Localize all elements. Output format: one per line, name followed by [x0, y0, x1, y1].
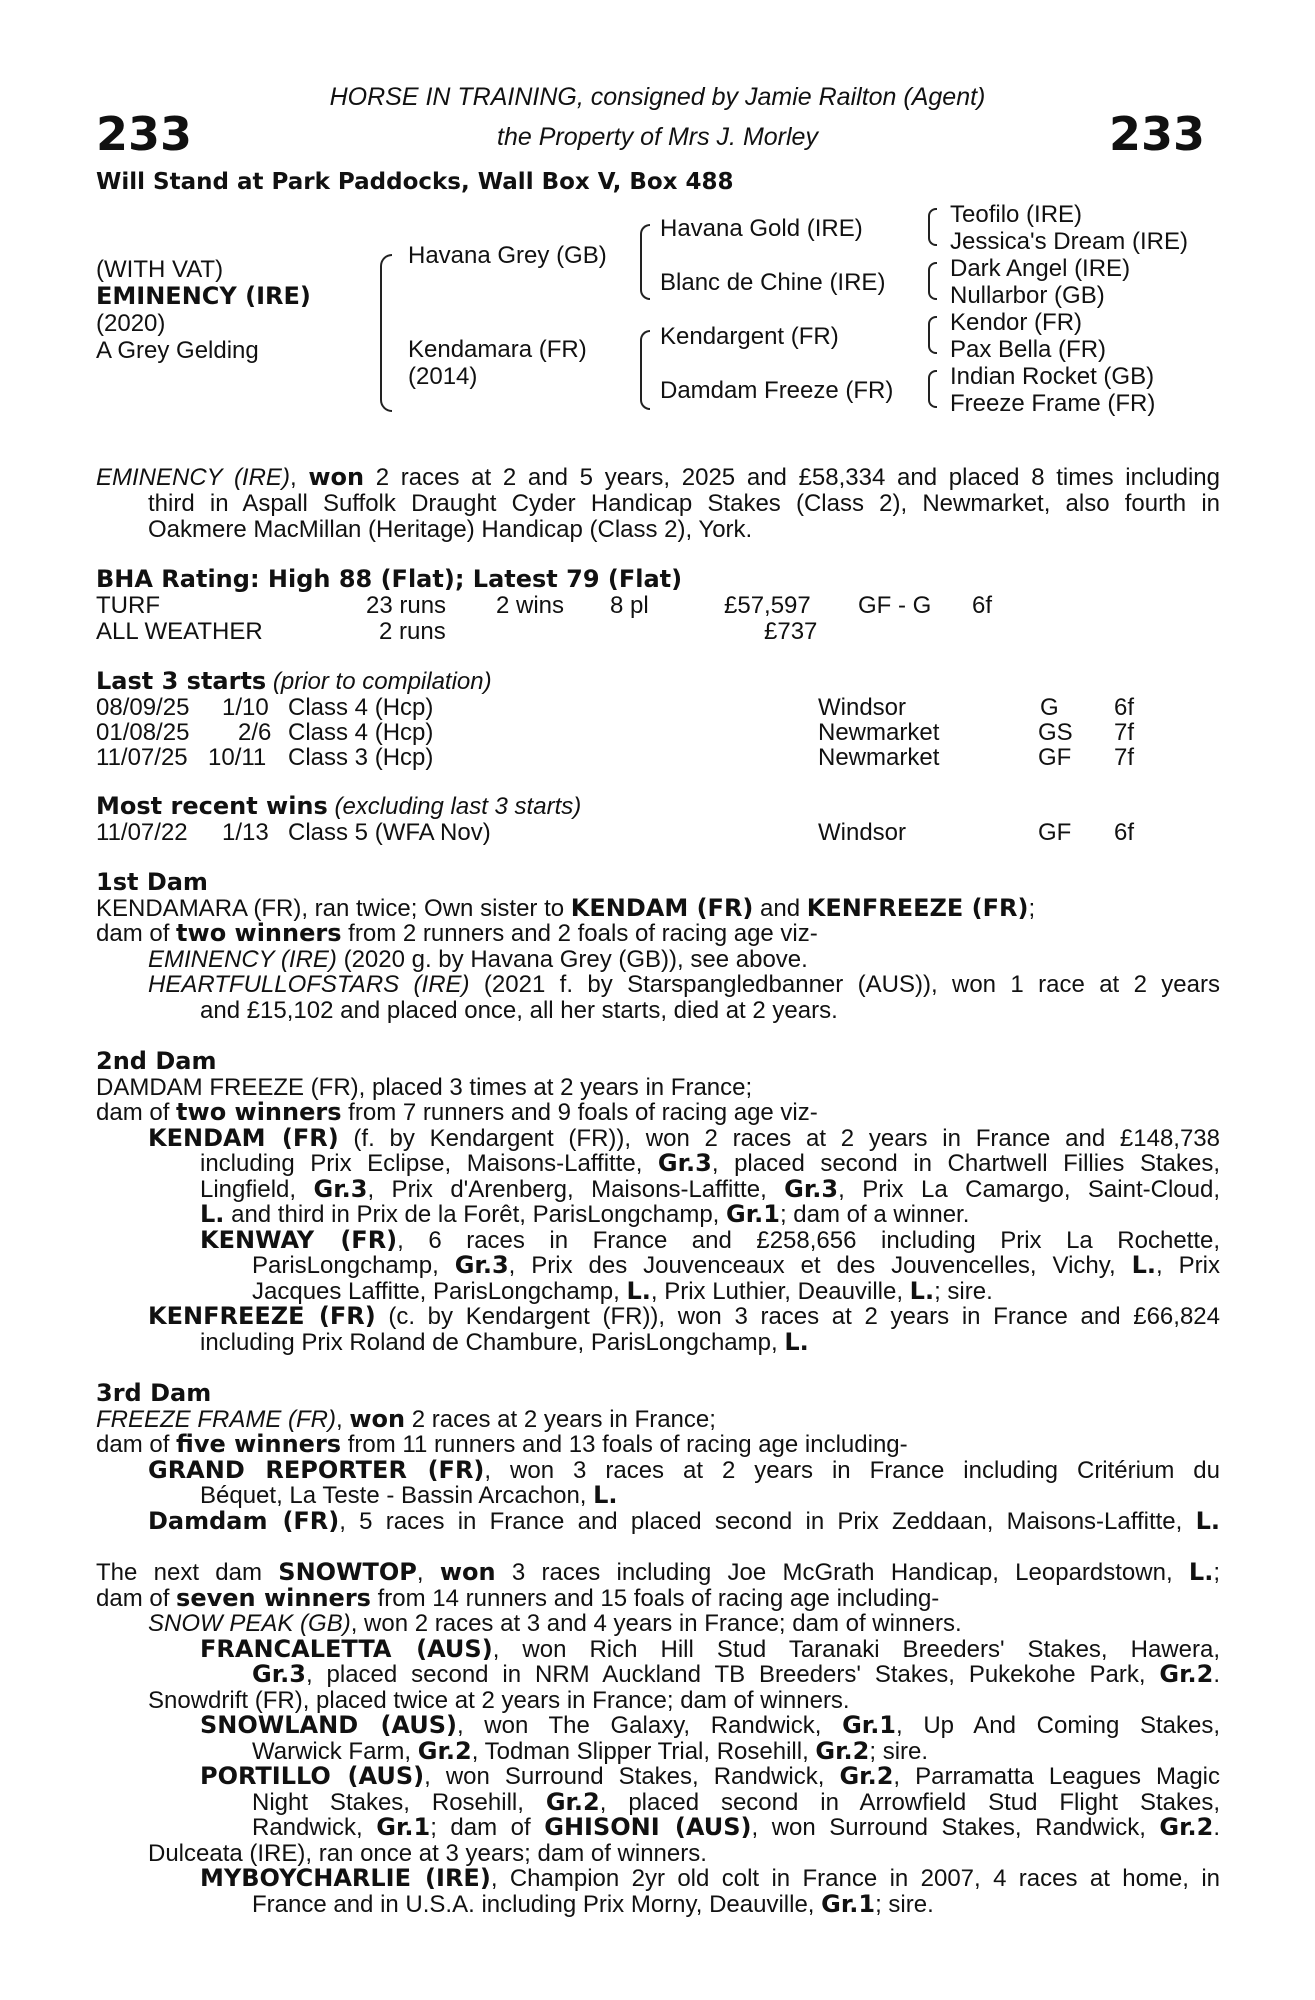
- text: from 2 runners and 2 foals of racing age viz-: [341, 920, 818, 947]
- text: , Parramatta Leagues Magic: [893, 1763, 1220, 1790]
- third-dam-section: [96, 1381, 1220, 1534]
- text: FRANCALETTA (AUS): [200, 1634, 493, 1663]
- start-position: 10/11: [208, 744, 267, 771]
- text: 3 races including Joe McGrath Handicap, Leopardstown,: [495, 1559, 1189, 1586]
- pedigree-dds: Indian Rocket (GB): [950, 363, 1155, 390]
- rating-surface: TURF: [96, 592, 160, 619]
- start-position: 1/10: [222, 694, 269, 721]
- text: ,: [336, 1405, 350, 1433]
- text: Warwick Farm,: [252, 1737, 418, 1765]
- text: , won 3 races at 2 years in France including Critérium du: [484, 1456, 1220, 1484]
- text: KENFREEZE (FR): [806, 893, 1029, 922]
- summary-line2: third in Aspall Suffolk Draught Cyder Handicap Stakes (Class 2), Newmarket, also fourth in: [148, 490, 1220, 517]
- text: , Champion 2yr old colt in France in 2007, 4 races at home, in: [490, 1865, 1221, 1892]
- text: ; dam of a winner.: [779, 1201, 970, 1228]
- text: five winners: [176, 1430, 342, 1458]
- text: Lingfield,: [200, 1175, 314, 1203]
- text: Gr.2: [1159, 1813, 1214, 1841]
- rating-runs: 23 runs: [366, 592, 447, 619]
- rating-title: BHA Rating: High 88 (Flat); Latest 79 (Flat): [96, 565, 683, 593]
- text: .: [1213, 1661, 1220, 1688]
- start-position: 2/6: [238, 719, 272, 746]
- pedigree-dsd: Pax Bella (FR): [950, 336, 1107, 363]
- text: FREEZE FRAME (FR): [96, 1405, 336, 1433]
- start-distance: 7f: [1114, 744, 1135, 771]
- text: , won Rich Hill Stud Taranaki Breeders' Stakes, Hawera,: [492, 1635, 1220, 1663]
- start-course: Windsor: [818, 694, 907, 721]
- text: L.: [784, 1327, 809, 1356]
- text: Snowdrift (FR), placed twice at 2 years in France; dam of winners.: [148, 1686, 850, 1714]
- start-date: 11/07/25: [96, 744, 188, 771]
- text: and: [753, 894, 807, 922]
- summary-line3: Oakmere MacMillan (Heritage) Handicap (Class 2), York.: [148, 516, 753, 543]
- text: , Prix La Camargo, Saint-Cloud,: [838, 1175, 1220, 1203]
- pedigree-dss: Kendor (FR): [950, 309, 1083, 336]
- pedigree-brace-ds: [928, 316, 937, 354]
- text: Jacques Laffitte, ParisLongchamp,: [252, 1277, 627, 1305]
- rating-going: GF - G: [858, 592, 932, 619]
- vat-label: (WITH VAT): [96, 256, 224, 283]
- last3-title: Last 3 starts: [96, 667, 267, 695]
- start-going: G: [1040, 694, 1059, 721]
- text: HEARTFULLOFSTARS (IRE): [148, 971, 470, 998]
- text: from 7 runners and 9 foals of racing age viz-: [341, 1099, 818, 1126]
- text: Night Stakes, Rosehill,: [252, 1788, 546, 1816]
- text: ; sire.: [869, 1737, 929, 1765]
- text: GHISONI (AUS): [544, 1813, 752, 1841]
- text: SNOWLAND (AUS): [200, 1711, 457, 1739]
- text: dam of: [96, 920, 177, 947]
- lot-number-right: 233: [1108, 107, 1205, 161]
- text: , won The Galaxy, Randwick,: [457, 1712, 843, 1739]
- text: , Prix d'Arenberg, Maisons-Laffitte,: [367, 1175, 785, 1203]
- text: EMINENCY (IRE): [148, 945, 337, 973]
- start-course: Newmarket: [818, 719, 940, 746]
- text: , placed second in Chartwell Fillies Stakes,: [711, 1150, 1220, 1177]
- text: L.: [1195, 1506, 1220, 1535]
- pedigree-dam-year: (2014): [408, 363, 478, 390]
- start-class: Class 3 (Hcp): [288, 744, 434, 771]
- text: L.: [626, 1276, 651, 1305]
- start-course: Newmarket: [818, 744, 940, 771]
- text: L.: [200, 1200, 225, 1228]
- text: two winners: [176, 919, 342, 947]
- pedigree-ssd: Jessica's Dream (IRE): [950, 228, 1188, 255]
- text: Gr.2: [1159, 1660, 1214, 1688]
- start-going: GS: [1038, 719, 1073, 746]
- recent-position: 1/13: [222, 819, 269, 846]
- text: L.: [1188, 1558, 1214, 1586]
- text: Béquet, La Teste - Bassin Arcachon,: [200, 1482, 594, 1509]
- text: Gr.2: [417, 1736, 472, 1765]
- text: , placed second in Arrowfield Stud Flight Stakes,: [599, 1788, 1220, 1816]
- text: ;: [1213, 1559, 1220, 1586]
- pedigree-sire-dam: Blanc de Chine (IRE): [660, 269, 886, 296]
- text: Gr.3: [454, 1251, 509, 1279]
- text: PORTILLO (AUS): [200, 1762, 425, 1790]
- text: Gr.3: [657, 1149, 712, 1177]
- pedigree-sire-sire: Havana Gold (IRE): [660, 215, 863, 242]
- text: SNOW PEAK (GB): [148, 1610, 351, 1637]
- start-distance: 7f: [1114, 719, 1135, 746]
- recent-date: 11/07/22: [96, 819, 188, 846]
- rating-placed: 8 pl: [610, 592, 649, 619]
- text: Dulceata (IRE), ran once at 3 years; dam of winners.: [148, 1839, 707, 1867]
- pedigree-dam: Kendamara (FR): [408, 336, 587, 363]
- recent-course: Windsor: [818, 819, 907, 846]
- text: KENDAMARA (FR), ran twice; Own sister to: [96, 894, 571, 922]
- first-dam-title: 1st Dam: [96, 868, 208, 896]
- text: DAMDAM FREEZE (FR), placed 3 times at 2 years in France;: [96, 1073, 753, 1101]
- text: , 5 races in France and placed second in Prix Zeddaan, Maisons-Laffitte,: [339, 1507, 1196, 1535]
- text: , won Surround Stakes, Randwick,: [751, 1814, 1160, 1841]
- text: Gr.1: [726, 1200, 780, 1228]
- start-going: GF: [1038, 744, 1072, 771]
- text: ; sire.: [875, 1890, 934, 1918]
- text: MYBOYCHARLIE (IRE): [200, 1864, 491, 1892]
- text: ; dam of: [430, 1814, 545, 1841]
- text: ; sire.: [934, 1277, 993, 1305]
- text: Gr.2: [839, 1762, 894, 1790]
- race-summary: EMINENCY (IRE), won 2 races at 2 and 5 years, 2025 and £58,334 and placed 8 times including third in Aspall Suffolk Draught Cyder Handicap Stakes (Class 2), Newmarket, also fourth in Oakmere MacMillan (Heritage) Handicap (Class 2), York.: [96, 463, 1221, 543]
- text: dam of: [96, 1431, 177, 1458]
- second-dam-section: [96, 1049, 1220, 1355]
- text: won: [349, 1404, 406, 1433]
- text: GRAND REPORTER (FR): [148, 1455, 485, 1484]
- recent-class: Class 5 (WFA Nov): [288, 819, 491, 846]
- summary-line1: 2 races at 2 and 5 years, 2025 and £58,334 and placed 8 times including: [364, 464, 1221, 491]
- consignor-line: HORSE IN TRAINING, consigned by Jamie Railton (Agent): [329, 83, 986, 111]
- recent-heading: [96, 794, 581, 820]
- text: KENFREEZE (FR): [148, 1302, 376, 1330]
- first-dam-section: [96, 870, 1220, 1023]
- rating-prize: £737: [764, 618, 818, 645]
- recent-going: GF: [1038, 819, 1072, 846]
- text: , Prix des Jouvenceaux et des Jouvencelles, Vichy,: [508, 1252, 1132, 1279]
- start-class: Class 4 (Hcp): [288, 719, 434, 746]
- text: Gr.1: [842, 1711, 897, 1739]
- text: , Prix: [1156, 1252, 1220, 1279]
- text: from 11 runners and 13 foals of racing age including-: [341, 1431, 908, 1458]
- text: Gr.1: [821, 1889, 876, 1918]
- start-class: Class 4 (Hcp): [288, 694, 434, 721]
- recent-distance: 6f: [1114, 819, 1135, 846]
- pedigree-brace-dd: [928, 370, 937, 408]
- text: (c. by Kendargent (FR)), won 3 races at 2 years in France and £66,824: [375, 1303, 1220, 1330]
- text: Gr.2: [545, 1787, 600, 1816]
- pedigree-dam-sire: Kendargent (FR): [660, 323, 839, 350]
- text: Gr.1: [376, 1813, 431, 1841]
- text: from 14 runners and 15 foals of racing age including-: [370, 1584, 940, 1612]
- recent-title: Most recent wins: [96, 792, 328, 820]
- last3-note: (prior to compilation): [266, 668, 492, 695]
- summary-won: won: [308, 463, 365, 491]
- next-dam-section: [96, 1560, 1220, 1917]
- text: , won Surround Stakes, Randwick,: [424, 1763, 840, 1790]
- rating-wins: 2 wins: [496, 592, 565, 619]
- text: ,: [416, 1559, 440, 1586]
- horse-description: A Grey Gelding: [96, 337, 259, 364]
- text: ParisLongchamp,: [252, 1252, 455, 1279]
- text: , placed second in NRM Auckland TB Breeders' Stakes, Pukekohe Park,: [305, 1661, 1160, 1688]
- start-date: 08/09/25: [96, 694, 190, 721]
- text: .: [1213, 1814, 1221, 1841]
- pedigree-brace-sd: [928, 262, 937, 300]
- text: Gr.2: [815, 1736, 870, 1765]
- text: (2021 f. by Starspangledbanner (AUS)), won 1 race at 2 years: [469, 971, 1220, 998]
- text: , Prix Luthier, Deauville,: [650, 1277, 910, 1305]
- pedigree-dam-dam: Damdam Freeze (FR): [660, 377, 894, 404]
- text: two winners: [176, 1098, 342, 1126]
- rating-prize: £57,597: [724, 592, 811, 619]
- text: Gr.3: [313, 1174, 368, 1203]
- rating-distance: 6f: [972, 592, 993, 619]
- pedigree-ddd: Freeze Frame (FR): [950, 390, 1156, 417]
- text: The next dam: [96, 1559, 279, 1586]
- text: Damdam (FR): [148, 1506, 340, 1535]
- text: , Up And Coming Stakes,: [896, 1712, 1221, 1739]
- lot-number-left: 233: [96, 107, 193, 161]
- property-line: the Property of Mrs J. Morley: [497, 123, 818, 151]
- text: Randwick,: [252, 1814, 377, 1841]
- text: , Todman Slipper Trial, Rosehill,: [471, 1737, 816, 1765]
- rating-runs: 2 runs: [379, 618, 446, 645]
- text: dam of: [96, 1584, 177, 1612]
- text: , 6 races in France and £258,656 including Prix La Rochette,: [397, 1226, 1221, 1254]
- text: KENDAM (FR): [148, 1123, 339, 1152]
- stand-location: Will Stand at Park Paddocks, Wall Box V, Box 488: [96, 169, 734, 195]
- rating-surface: ALL WEATHER: [96, 618, 263, 645]
- text: Gr.3: [252, 1660, 306, 1688]
- text: and £15,102 and placed once, all her starts, died at 2 years.: [200, 996, 838, 1024]
- horse-year: (2020): [96, 310, 166, 337]
- text: KENWAY (FR): [200, 1225, 398, 1254]
- start-date: 01/08/25: [96, 719, 190, 746]
- last3-heading: [96, 669, 492, 695]
- summary-horse-name: EMINENCY (IRE): [96, 464, 290, 491]
- text: L.: [593, 1481, 618, 1509]
- recent-note: (excluding last 3 starts): [327, 793, 582, 820]
- pedigree-brace-main: [380, 254, 392, 412]
- text: dam of: [96, 1099, 177, 1126]
- horse-identity: [96, 256, 311, 364]
- pedigree-brace-sire: [640, 224, 650, 300]
- text: seven winners: [176, 1583, 371, 1612]
- text: ;: [1028, 894, 1036, 922]
- text: (2020 g. by Havana Grey (GB)), see above.: [336, 945, 808, 973]
- text: Gr.3: [784, 1174, 839, 1203]
- text: France and in U.S.A. including Prix Morny, Deauville,: [252, 1890, 822, 1918]
- third-dam-title: 3rd Dam: [96, 1379, 212, 1407]
- text: L.: [1131, 1251, 1157, 1279]
- pedigree-sire: Havana Grey (GB): [408, 242, 607, 269]
- pedigree-brace-dam: [640, 330, 650, 410]
- text: L.: [909, 1276, 935, 1305]
- text: won: [439, 1558, 496, 1586]
- pedigree-sds: Dark Angel (IRE): [950, 255, 1131, 282]
- horse-name: EMINENCY (IRE): [96, 282, 311, 310]
- pedigree-sss: Teofilo (IRE): [950, 201, 1083, 228]
- text: including Prix Eclipse, Maisons-Laffitte,: [200, 1150, 658, 1177]
- text: and third in Prix de la Forêt, ParisLongchamp,: [224, 1201, 727, 1228]
- text: (f. by Kendargent (FR)), won 2 races at 2 years in France and £148,738: [338, 1124, 1221, 1152]
- second-dam-title: 2nd Dam: [96, 1047, 217, 1075]
- pedigree-sdd: Nullarbor (GB): [950, 282, 1105, 309]
- text: SNOWTOP: [278, 1558, 417, 1586]
- pedigree-brace-ss: [928, 208, 937, 246]
- text: KENDAM (FR): [570, 893, 754, 922]
- text: 2 races at 2 years in France;: [405, 1405, 716, 1433]
- text: , won 2 races at 3 and 4 years in France; dam of winners.: [350, 1610, 962, 1637]
- start-distance: 6f: [1114, 694, 1135, 721]
- text: including Prix Roland de Chambure, ParisLongchamp,: [200, 1328, 785, 1356]
